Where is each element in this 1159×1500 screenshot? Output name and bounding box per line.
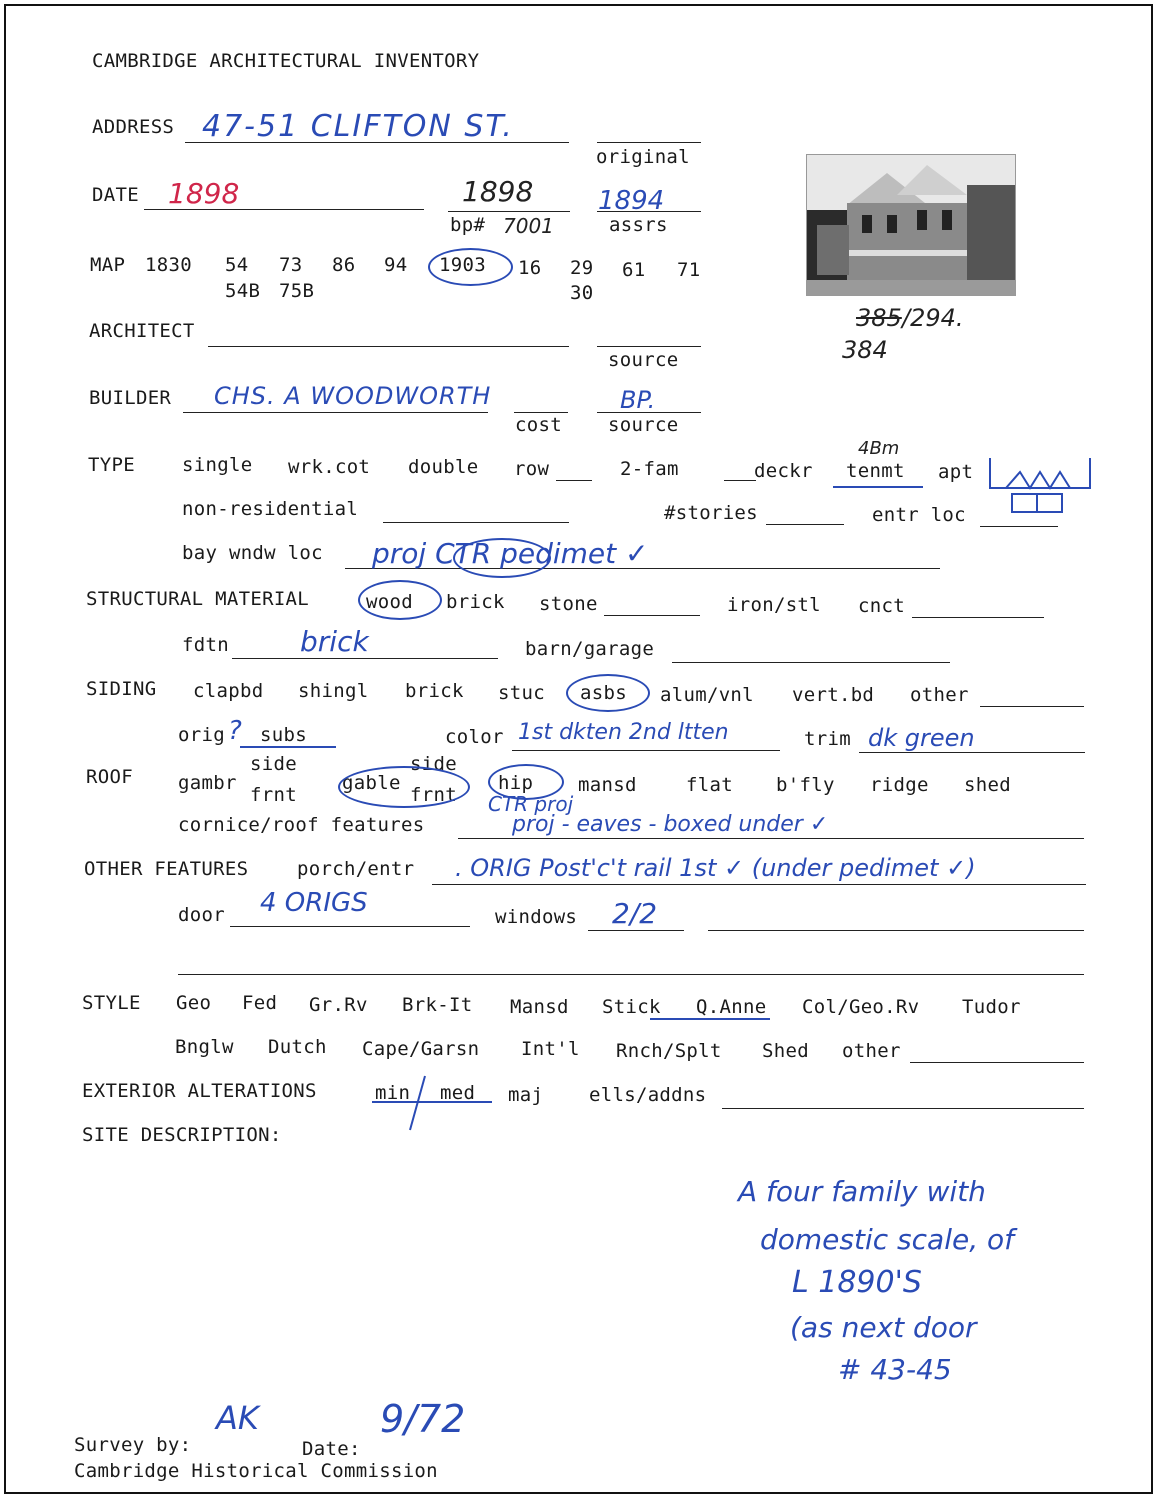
roof-option: side [250,753,297,775]
site-line-5: # 43-45 [838,1353,952,1386]
bp-line [448,211,570,212]
photo-number-struck: 385 [856,304,902,332]
date-value: 1898 [168,177,240,210]
survey-date-label: Date: [302,1438,361,1460]
cost-label: cost [515,414,562,436]
architect-source-line [597,346,701,347]
photo-number-2: 384 [842,336,888,364]
type-label: TYPE [88,454,135,476]
style-option: Mansd [510,996,569,1018]
windows-line [588,930,684,931]
color-line [512,750,780,751]
map-year: 71 [677,259,701,281]
type-option-selected: tenmt [846,460,905,482]
roof-option: frnt [250,784,297,806]
style-option: Brk-It [402,994,473,1016]
photo-number: /294. [902,304,964,332]
siding-option: other [910,684,969,706]
porch-line [432,884,1086,885]
style-option: other [842,1040,901,1062]
survey-date-value: 9/72 [380,1397,466,1441]
cnct-line [912,617,1044,618]
ells-line [722,1108,1084,1109]
structural-option: iron/stl [727,594,821,616]
architect-line [208,346,569,347]
fdtn-label: fdtn [182,634,229,656]
map-year: 1830 [145,254,192,276]
alteration-option: min [375,1082,411,1104]
structural-label: STRUCTURAL MATERIAL [86,588,310,610]
style-option: Bnglw [175,1036,234,1058]
style-option: Fed [242,992,278,1014]
style-label: STYLE [82,992,141,1014]
door-label: door [178,904,225,926]
original-line [597,142,701,143]
type-option: 2-fam [620,458,679,480]
exterior-alterations-label: EXTERIOR ALTERATIONS [82,1080,317,1102]
style-option: Rnch/Splt [616,1040,722,1062]
map-year: 73 [279,254,303,276]
roof-option: ridge [870,774,929,796]
style-option: Int'l [521,1038,580,1060]
type-option: apt [938,461,974,483]
roof-option: flat [686,774,733,796]
entr-loc-line [980,526,1058,527]
roof-option: side [410,753,457,775]
map-year: 29 [570,257,594,279]
style-option: Stick [602,996,661,1018]
map-year: 54 [225,254,249,276]
type-option: single [182,454,253,476]
trim-line [859,752,1085,753]
assrs-year-value: 1894 [598,186,665,216]
structural-option: cnct [858,595,905,617]
siding-label: SIDING [86,678,157,700]
roof-option-selected: hip [498,772,534,794]
footer-text: Cambridge Historical Commission [74,1460,438,1482]
roof-option: shed [964,774,1011,796]
assrs-label: assrs [609,214,668,236]
bp-number-value: 7001 [503,214,554,238]
qanne-underline [650,1018,770,1020]
min-med-mark-icon [370,1074,500,1132]
deckr-line [724,480,756,481]
stories-label: #stories [664,502,758,524]
porch-value: . ORIG Post'c't rail 1st ✓ (under pedimet ✓) [455,854,976,882]
structural-option: stone [539,593,598,615]
form-title: CAMBRIDGE ARCHITECTURAL INVENTORY [92,50,480,72]
style-option: Gr.Rv [309,994,368,1016]
non-residential-line [383,522,569,523]
bp-year-value: 1898 [462,175,534,208]
windows-value: 2/2 [612,897,658,930]
original-label: original [596,146,690,168]
stone-line [604,615,700,616]
windows-line-2 [708,930,1084,931]
cornice-value: proj - eaves - boxed under ✓ [512,812,829,837]
other-features-label: OTHER FEATURES [84,858,249,880]
siding-option: shingl [298,680,369,702]
architect-source-label: source [608,349,679,371]
siding-option: stuc [498,682,545,704]
floorplan-sketch-icon [986,454,1098,522]
type-option: wrk.cot [288,456,371,478]
type-option: deckr [754,460,813,482]
non-residential-label: non-residential [182,498,359,520]
builder-source-label: source [608,414,679,436]
ctr-circle [453,538,551,578]
architect-label: ARCHITECT [89,320,195,342]
siding-option: alum/vnl [660,684,754,706]
structural-option-selected: wood [366,591,413,613]
address-value: 47-51 CLIFTON ST. [202,109,514,144]
address-label: ADDRESS [92,116,175,138]
entr-loc-label: entr loc [872,504,966,526]
map-year: 54B [225,280,261,302]
house-photo [806,154,1016,296]
date-label: DATE [92,184,139,206]
cornice-label: cornice/roof features [178,814,425,836]
site-line-3: L 1890'S [792,1265,922,1300]
asbs-circle [566,674,650,712]
subs-underline [240,746,336,748]
door-line [230,926,470,927]
map-year: 94 [384,254,408,276]
porch-label: porch/entr [297,858,415,880]
roof-option: mansd [578,774,637,796]
fdtn-value: brick [300,625,369,658]
blank-line [178,974,1084,975]
alteration-option: maj [508,1084,544,1106]
barn-garage-label: barn/garage [525,638,655,660]
builder-value: CHS. A WOODWORTH [214,382,492,410]
type-note: 4Bm [858,438,900,459]
house-photo-icon [807,155,1015,295]
style-option: Tudor [962,996,1021,1018]
ells-label: ells/addns [589,1084,707,1106]
style-option-selected: Q.Anne [696,996,767,1018]
site-line-2: domestic scale, of [760,1223,1014,1256]
style-option: Geo [176,992,212,1014]
alteration-option: med [440,1082,476,1104]
wood-circle [358,580,442,620]
style-other-line [910,1062,1084,1063]
orig-label: orig [178,724,225,746]
builder-label: BUILDER [89,387,172,409]
siding-option: vert.bd [792,684,875,706]
type-option: row [514,458,550,480]
map-label: MAP [90,254,126,276]
subs-mark: ? [228,716,242,746]
style-option: Cape/Garsn [362,1038,480,1060]
trim-value: dk green [868,724,975,752]
bay-wndw-label: bay wndw loc [182,542,323,564]
map-year: 16 [518,257,542,279]
survey-by-label: Survey by: [74,1434,192,1456]
siding-option: brick [405,680,464,702]
barn-garage-line [672,662,950,663]
roof-option: b'fly [776,774,835,796]
fdtn-line [232,658,498,659]
siding-other-line [980,706,1084,707]
door-value: 4 ORIGS [260,888,368,918]
windows-label: windows [495,906,578,928]
roof-note: CTR proj [488,792,574,816]
trim-label: trim [804,728,851,750]
roof-option-selected: frnt [410,784,457,806]
structural-option: brick [446,591,505,613]
map-year: 30 [570,282,594,304]
tenmt-mark [833,486,923,488]
style-option: Shed [762,1040,809,1062]
builder-source-value: BP. [620,386,656,414]
map-year: 61 [622,259,646,281]
subs-label: subs [260,724,307,746]
map-year: 86 [332,254,356,276]
builder-line [183,412,488,413]
stories-line [766,524,844,525]
bp-label: bp# [450,214,486,236]
roof-option: gambr [178,772,237,794]
color-value: 1st dkten 2nd ltten [518,720,729,745]
cost-line [514,412,568,413]
selected-circle [428,248,513,286]
site-description-label: SITE DESCRIPTION: [82,1124,282,1146]
siding-option: clapbd [193,680,264,702]
site-line-4: (as next door [790,1311,977,1344]
row-line [556,480,592,481]
gable-front-circle [338,766,470,808]
siding-option-selected: asbs [580,682,627,704]
type-option: double [408,456,479,478]
color-label: color [445,726,504,748]
map-year: 75B [279,280,315,302]
site-line-1: A four family with [738,1175,986,1208]
assrs-line [597,211,701,212]
roof-option-selected: gable [342,772,401,794]
map-year-selected: 1903 [439,254,486,276]
style-option: Col/Geo.Rv [802,996,920,1018]
survey-by-value: AK [216,1399,259,1437]
style-option: Dutch [268,1036,327,1058]
builder-source-line [597,412,701,413]
roof-label: ROOF [86,766,133,788]
cornice-line [458,838,1084,839]
bay-wndw-value: proj CTR pedimet ✓ [372,537,649,570]
